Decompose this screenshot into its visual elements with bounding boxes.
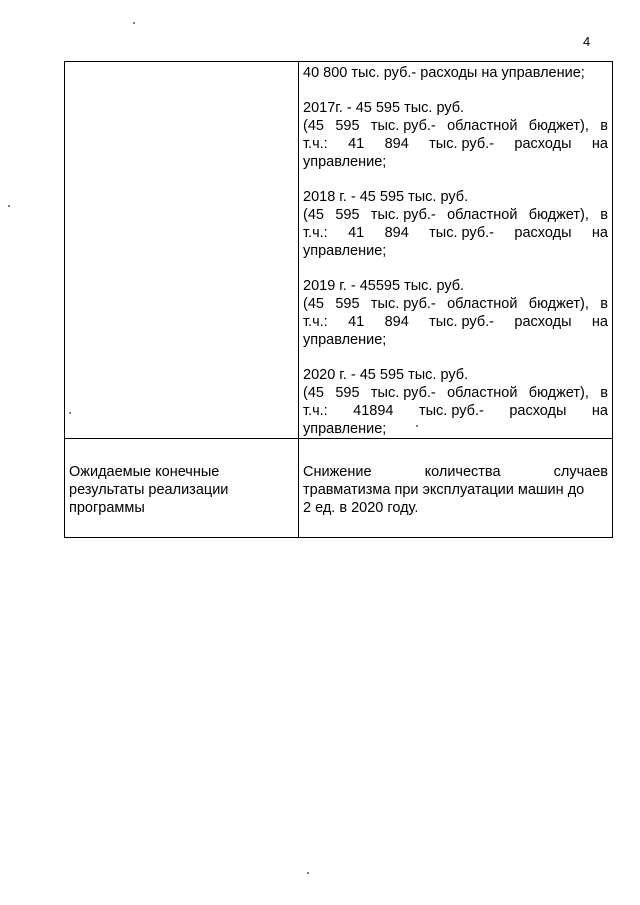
funding-label-cell <box>65 62 299 439</box>
detail-word: 595 <box>335 207 360 223</box>
year-detail-line <box>303 224 608 242</box>
detail-word: на <box>591 403 608 419</box>
detail-word: тыс. руб.- <box>370 207 436 223</box>
year-detail-end-line: управление; <box>303 332 387 348</box>
results-text-line-2: травматизма при эксплуатации машин до <box>303 482 585 498</box>
detail-word: в <box>600 118 608 134</box>
detail-word: на <box>591 136 608 152</box>
funding-year-block <box>303 366 608 438</box>
scan-speck <box>8 205 10 207</box>
detail-word: расходы <box>514 136 572 152</box>
detail-word: (45 <box>303 296 324 312</box>
detail-word: областной <box>447 296 518 312</box>
year-detail-end-line: управление; <box>303 243 387 259</box>
detail-word: 41 <box>348 136 365 152</box>
results-text-line-1 <box>303 463 608 481</box>
year-detail-line <box>303 117 608 135</box>
year-detail-end-line: управление; <box>303 154 387 170</box>
detail-word: т.ч.: <box>303 225 328 241</box>
funding-year-block <box>303 277 608 349</box>
year-total-line: 2018 г. - 45 595 тыс. руб. <box>303 189 469 205</box>
year-detail-line <box>303 384 608 402</box>
funding-values-cell <box>299 62 613 439</box>
detail-word: т.ч.: <box>303 314 328 330</box>
year-detail-end-line: управление; <box>303 421 387 437</box>
scan-speck <box>69 412 71 414</box>
scan-speck <box>416 425 418 427</box>
detail-word: на <box>591 225 608 241</box>
detail-word: в <box>600 296 608 312</box>
detail-word: 595 <box>335 118 360 134</box>
detail-word: т.ч.: <box>303 136 328 152</box>
detail-word: (45 <box>303 207 324 223</box>
detail-word: в <box>600 385 608 401</box>
results-word: случаев <box>553 464 608 480</box>
detail-word: тыс. руб.- <box>370 385 436 401</box>
year-total-line: 2019 г. - 45595 тыс. руб. <box>303 278 465 294</box>
detail-word: бюджет), <box>528 118 589 134</box>
detail-word: областной <box>447 118 518 134</box>
spacer <box>303 171 608 188</box>
scan-speck <box>133 22 135 24</box>
results-label-line: программы <box>69 500 145 516</box>
detail-word: тыс. руб.- <box>429 314 495 330</box>
detail-word: т.ч.: <box>303 403 328 419</box>
detail-word: расходы <box>509 403 567 419</box>
spacer <box>303 349 608 366</box>
results-label-cell <box>65 439 299 538</box>
detail-word: бюджет), <box>528 296 589 312</box>
year-detail-line <box>303 313 608 331</box>
detail-word: в <box>600 207 608 223</box>
year-detail-line <box>303 206 608 224</box>
results-text-cell <box>299 439 613 538</box>
detail-word: 41 <box>348 225 365 241</box>
scan-speck <box>307 872 309 874</box>
funding-year-block <box>303 188 608 260</box>
detail-word: расходы <box>514 225 572 241</box>
spacer <box>303 82 608 99</box>
results-text-line-3: 2 ед. в 2020 году. <box>303 500 419 516</box>
page-number: 4 <box>583 34 591 49</box>
detail-word: 41894 <box>353 403 394 419</box>
detail-word: 595 <box>335 296 360 312</box>
year-detail-line <box>303 295 608 313</box>
detail-word: тыс. руб.- <box>429 225 495 241</box>
detail-word: тыс. руб.- <box>418 403 484 419</box>
detail-word: 41 <box>348 314 365 330</box>
detail-word: тыс. руб.- <box>370 296 436 312</box>
detail-word: 894 <box>384 136 409 152</box>
detail-word: тыс. руб.- <box>429 136 495 152</box>
detail-word: расходы <box>514 314 572 330</box>
funding-row <box>65 62 613 439</box>
management-2016-line: 40 800 тыс. руб.- расходы на управление; <box>303 65 585 81</box>
detail-word: (45 <box>303 118 324 134</box>
detail-word: бюджет), <box>528 207 589 223</box>
detail-word: на <box>591 314 608 330</box>
results-label-line: Ожидаемые конечные <box>69 464 220 480</box>
results-label-line: результаты реализации <box>69 482 229 498</box>
detail-word: (45 <box>303 385 324 401</box>
spacer <box>303 260 608 277</box>
year-detail-line <box>303 135 608 153</box>
detail-word: 894 <box>384 314 409 330</box>
detail-word: тыс. руб.- <box>370 118 436 134</box>
detail-word: областной <box>447 385 518 401</box>
detail-word: 894 <box>384 225 409 241</box>
detail-word: 595 <box>335 385 360 401</box>
detail-word: областной <box>447 207 518 223</box>
results-word: Снижение <box>303 464 372 480</box>
results-row <box>65 439 613 538</box>
year-detail-line <box>303 402 608 420</box>
funding-year-block <box>303 99 608 171</box>
year-total-line: 2020 г. - 45 595 тыс. руб. <box>303 367 469 383</box>
results-word: количества <box>424 464 501 480</box>
program-passport-table <box>64 61 613 538</box>
year-total-line: 2017г. - 45 595 тыс. руб. <box>303 100 465 116</box>
detail-word: бюджет), <box>528 385 589 401</box>
